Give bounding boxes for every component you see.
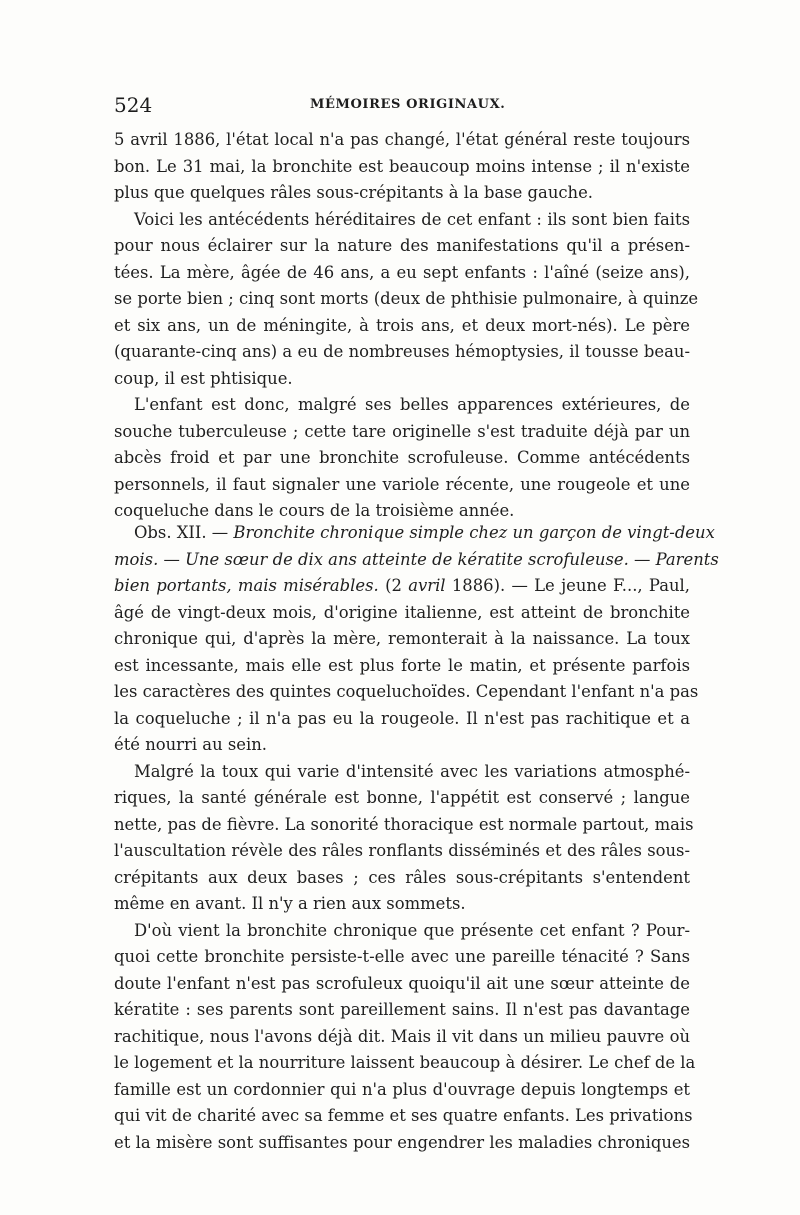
case-continuation-section xyxy=(114,127,699,525)
observation-xii-section xyxy=(114,520,719,1156)
text-line: nette, pas de fièvre. La sonorité thoracique est normale partout, mais xyxy=(114,814,694,834)
observation-heading-line-2 xyxy=(114,547,719,574)
text-line: Malgré la toux qui varie d'intensité avec les variations atmosphé- xyxy=(134,761,690,781)
text-line: crépitants aux deux bases ; ces râles sous-crépitants s'entendent xyxy=(114,867,690,887)
observation-title-end: mois. xyxy=(114,549,159,569)
page-header xyxy=(114,93,690,123)
observation-label: Obs. XII. xyxy=(134,523,207,542)
text-line: (quarante-cinq ans) a eu de nombreuses hémoptysies, il tousse beau- xyxy=(114,342,690,361)
text-line: doute l'enfant n'est pas scrofuleux quoiqu'il ait une sœur atteinte de xyxy=(114,973,690,993)
text-line: qui vit de charité avec sa femme et ses quatre enfants. Les privations xyxy=(114,1106,693,1125)
text-line: quoi cette bronchite persiste-t-elle avec une pareille ténacité ? Sans xyxy=(114,947,690,966)
text-line: l'auscultation révèle des râles ronflants disséminés et des râles sous- xyxy=(114,841,690,860)
separator: — xyxy=(628,549,656,569)
text-line: riques, la santé générale est bonne, l'appétit est conservé ; langue xyxy=(114,788,690,807)
text-line: chronique qui, d'après la mère, remonterait à la naissance. La toux xyxy=(114,629,690,648)
text-line: kératite : ses parents sont pareillement sains. Il n'est pas davantage xyxy=(114,1000,690,1019)
text-line: est incessante, mais elle est plus forte le matin, et présente parfois xyxy=(114,655,690,675)
separator: — xyxy=(158,549,186,569)
text-line: L'enfant est donc, malgré ses belles apparences extérieures, de xyxy=(134,395,690,414)
observation-heading-line-1 xyxy=(114,520,715,547)
observation-date-month: avril xyxy=(408,576,446,595)
text-line: le logement et la nourriture laissent beaucoup à désirer. Le chef de la xyxy=(114,1053,696,1072)
text-line: la coqueluche ; il n'a pas eu la rougeole. Il n'est pas rachitique et a xyxy=(114,708,690,728)
text-line: souche tuberculeuse ; cette tare originelle s'est traduite déjà par un xyxy=(114,421,690,441)
text-line: bon. Le 31 mai, la bronchite est beaucoup moins intense ; il n'existe xyxy=(114,156,690,176)
observation-subtitle: Une sœur de dix ans atteinte de kératite scrofuleuse. xyxy=(185,549,629,569)
text-line: famille est un cordonnier qui n'a plus d'ouvrage depuis longtemps et xyxy=(114,1079,690,1099)
text-line: été nourri au sein. xyxy=(114,735,267,754)
text-line: abcès froid et par une bronchite scrofuleuse. Comme antécédents xyxy=(114,448,690,467)
text-line: coup, il est phtisique. xyxy=(114,368,293,388)
observation-heading-line-3 xyxy=(114,573,690,600)
observation-parents: Parents xyxy=(655,549,719,569)
observation-date-open: (2 xyxy=(385,576,409,595)
text-line: D'où vient la bronchite chronique que présente cet enfant ? Pour- xyxy=(134,920,690,940)
observation-title: Bronchite chronique simple chez un garçon de vingt-deux xyxy=(233,523,715,542)
text-line: tées. La mère, âgée de 46 ans, a eu sept enfants : l'aîné (seize ans), xyxy=(114,262,690,282)
text-line: plus que quelques râles sous-crépitants à la base gauche. xyxy=(114,183,594,202)
text-line: pour nous éclairer sur la nature des manifestations qu'il a présen- xyxy=(114,236,690,255)
text-line: et la misère sont suffisantes pour engendrer les maladies chroniques xyxy=(114,1132,690,1152)
text-line: 5 avril 1886, l'état local n'a pas changé, l'état général reste toujours xyxy=(114,130,690,149)
text-line: se porte bien ; cinq sont morts (deux de phthisie pulmonaire, à quinze xyxy=(114,289,699,308)
observation-date-rest: 1886). — Le jeune F..., Paul, xyxy=(445,576,690,595)
text-line: coqueluche dans le cours de la troisième année. xyxy=(114,501,515,520)
text-line: rachitique, nous l'avons déjà dit. Mais il vit dans un milieu pauvre où xyxy=(114,1026,690,1046)
text-line: les caractères des quintes coqueluchoïdes. Cependant l'enfant n'a pas xyxy=(114,682,699,701)
page-number: 524 xyxy=(114,93,153,117)
running-title: MÉMOIRES ORIGINAUX. xyxy=(310,97,506,112)
text-line: Voici les antécédents héréditaires de cet enfant : ils sont bien faits xyxy=(134,209,690,229)
text-line: même en avant. Il n'y a rien aux sommets. xyxy=(114,894,466,913)
text-line: âgé de vingt-deux mois, d'origine italienne, est atteint de bronchite xyxy=(114,602,690,622)
separator: — xyxy=(206,523,234,542)
text-line: personnels, il faut signaler une variole récente, une rougeole et une xyxy=(114,474,690,494)
observation-parents-end: bien portants, mais misérables. xyxy=(114,576,379,595)
text-line: et six ans, un de méningite, à trois ans, et deux mort-nés). Le père xyxy=(114,315,690,335)
